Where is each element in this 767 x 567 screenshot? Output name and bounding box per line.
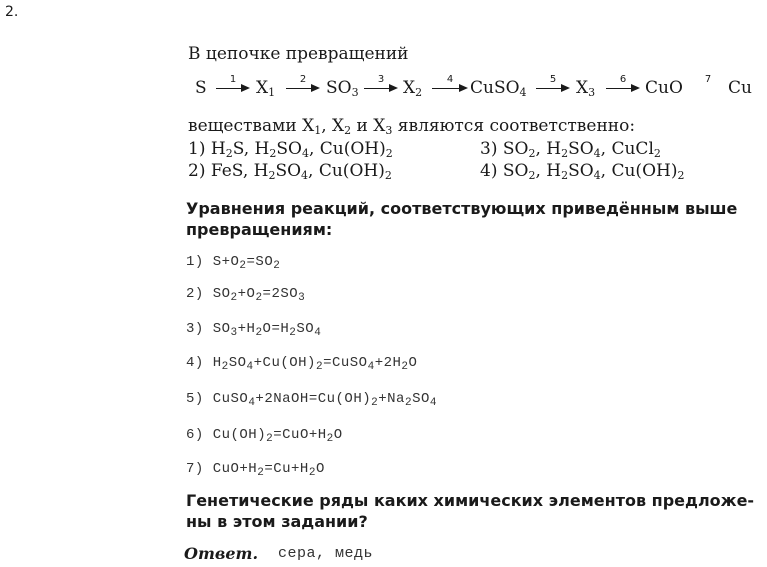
step-number-1: 1 [229, 74, 237, 85]
step-number-4: 4 [446, 74, 454, 85]
chain-item-4: $X_2$ [403, 78, 423, 99]
chain-item-7: CuO [645, 78, 683, 98]
question-line: веществами $X_1$, $X_2$ и $X_3$ являются соответственно: [188, 116, 636, 137]
option-2: 2) FeS, $H_2SO_4$, $Cu(OH)_2$ [188, 161, 392, 182]
option-3: 3) $SO_2$, $H_2SO_4$, CuCl$_2$ [480, 139, 661, 160]
equations-heading-1: Уравнения реакций, соответствующих приведённым выше [186, 199, 738, 218]
chain-item-8: Cu [728, 78, 752, 98]
chain-arrow-1 [216, 74, 250, 100]
genetic-question-2: ны в этом задании? [186, 512, 368, 531]
equation-4: 4) $H_2SO_4+Cu(OH)_2=CuSO_4+2H_2O$ [186, 355, 418, 373]
chain-arrow-7 [690, 74, 726, 100]
option-1: 1) $H_2S$, $H_2SO_4$, $Cu(OH)_2$ [188, 139, 393, 160]
chain-item-5: CuSO$_4$ [470, 78, 527, 99]
equation-5: 5) $CuSO_4+2NaOH=Cu(OH)_2+Na_2SO_4$ [186, 391, 437, 409]
chain-item-2: $X_1$ [256, 78, 276, 99]
intro-text: В цепочке превращений [188, 44, 409, 64]
equation-6: 6) $Cu(OH)_2=CuO+H_2O$ [186, 427, 343, 445]
step-number-7: 7 [704, 74, 712, 85]
answer-text: сера, медь [278, 545, 374, 562]
chain-arrow-3 [364, 74, 398, 100]
chain-arrow-5 [536, 74, 570, 100]
chain-item-6: $X_3$ [576, 78, 596, 99]
task-number: 2. [5, 4, 19, 20]
answer-label: Ответ. [184, 544, 259, 563]
equation-2: 2) $SO_2+O_2=2SO_3$ [186, 286, 306, 304]
step-number-2: 2 [299, 74, 307, 85]
option-4: 4) $SO_2$, $H_2SO_4$, $Cu(OH)_2$ [480, 161, 685, 182]
chain-item-3: $SO_3$ [326, 78, 359, 99]
chain-item-1: S [195, 78, 207, 98]
step-number-3: 3 [377, 74, 385, 85]
step-number-6: 6 [619, 74, 627, 85]
chain-arrow-4 [432, 74, 468, 100]
equation-3: 3) $SO_3+H_2O=H_2SO_4$ [186, 321, 322, 339]
equation-7: 7) $CuO+H_2=Cu+H_2O$ [186, 461, 325, 479]
equations-heading-2: превращениям: [186, 220, 333, 239]
genetic-question-1: Генетические ряды каких химических элементов предложе- [186, 491, 755, 510]
step-number-5: 5 [549, 74, 557, 85]
equation-1: 1) $S+O_2=SO_2$ [186, 254, 281, 272]
chain-arrow-2 [286, 74, 320, 100]
chain-arrow-6 [606, 74, 640, 100]
